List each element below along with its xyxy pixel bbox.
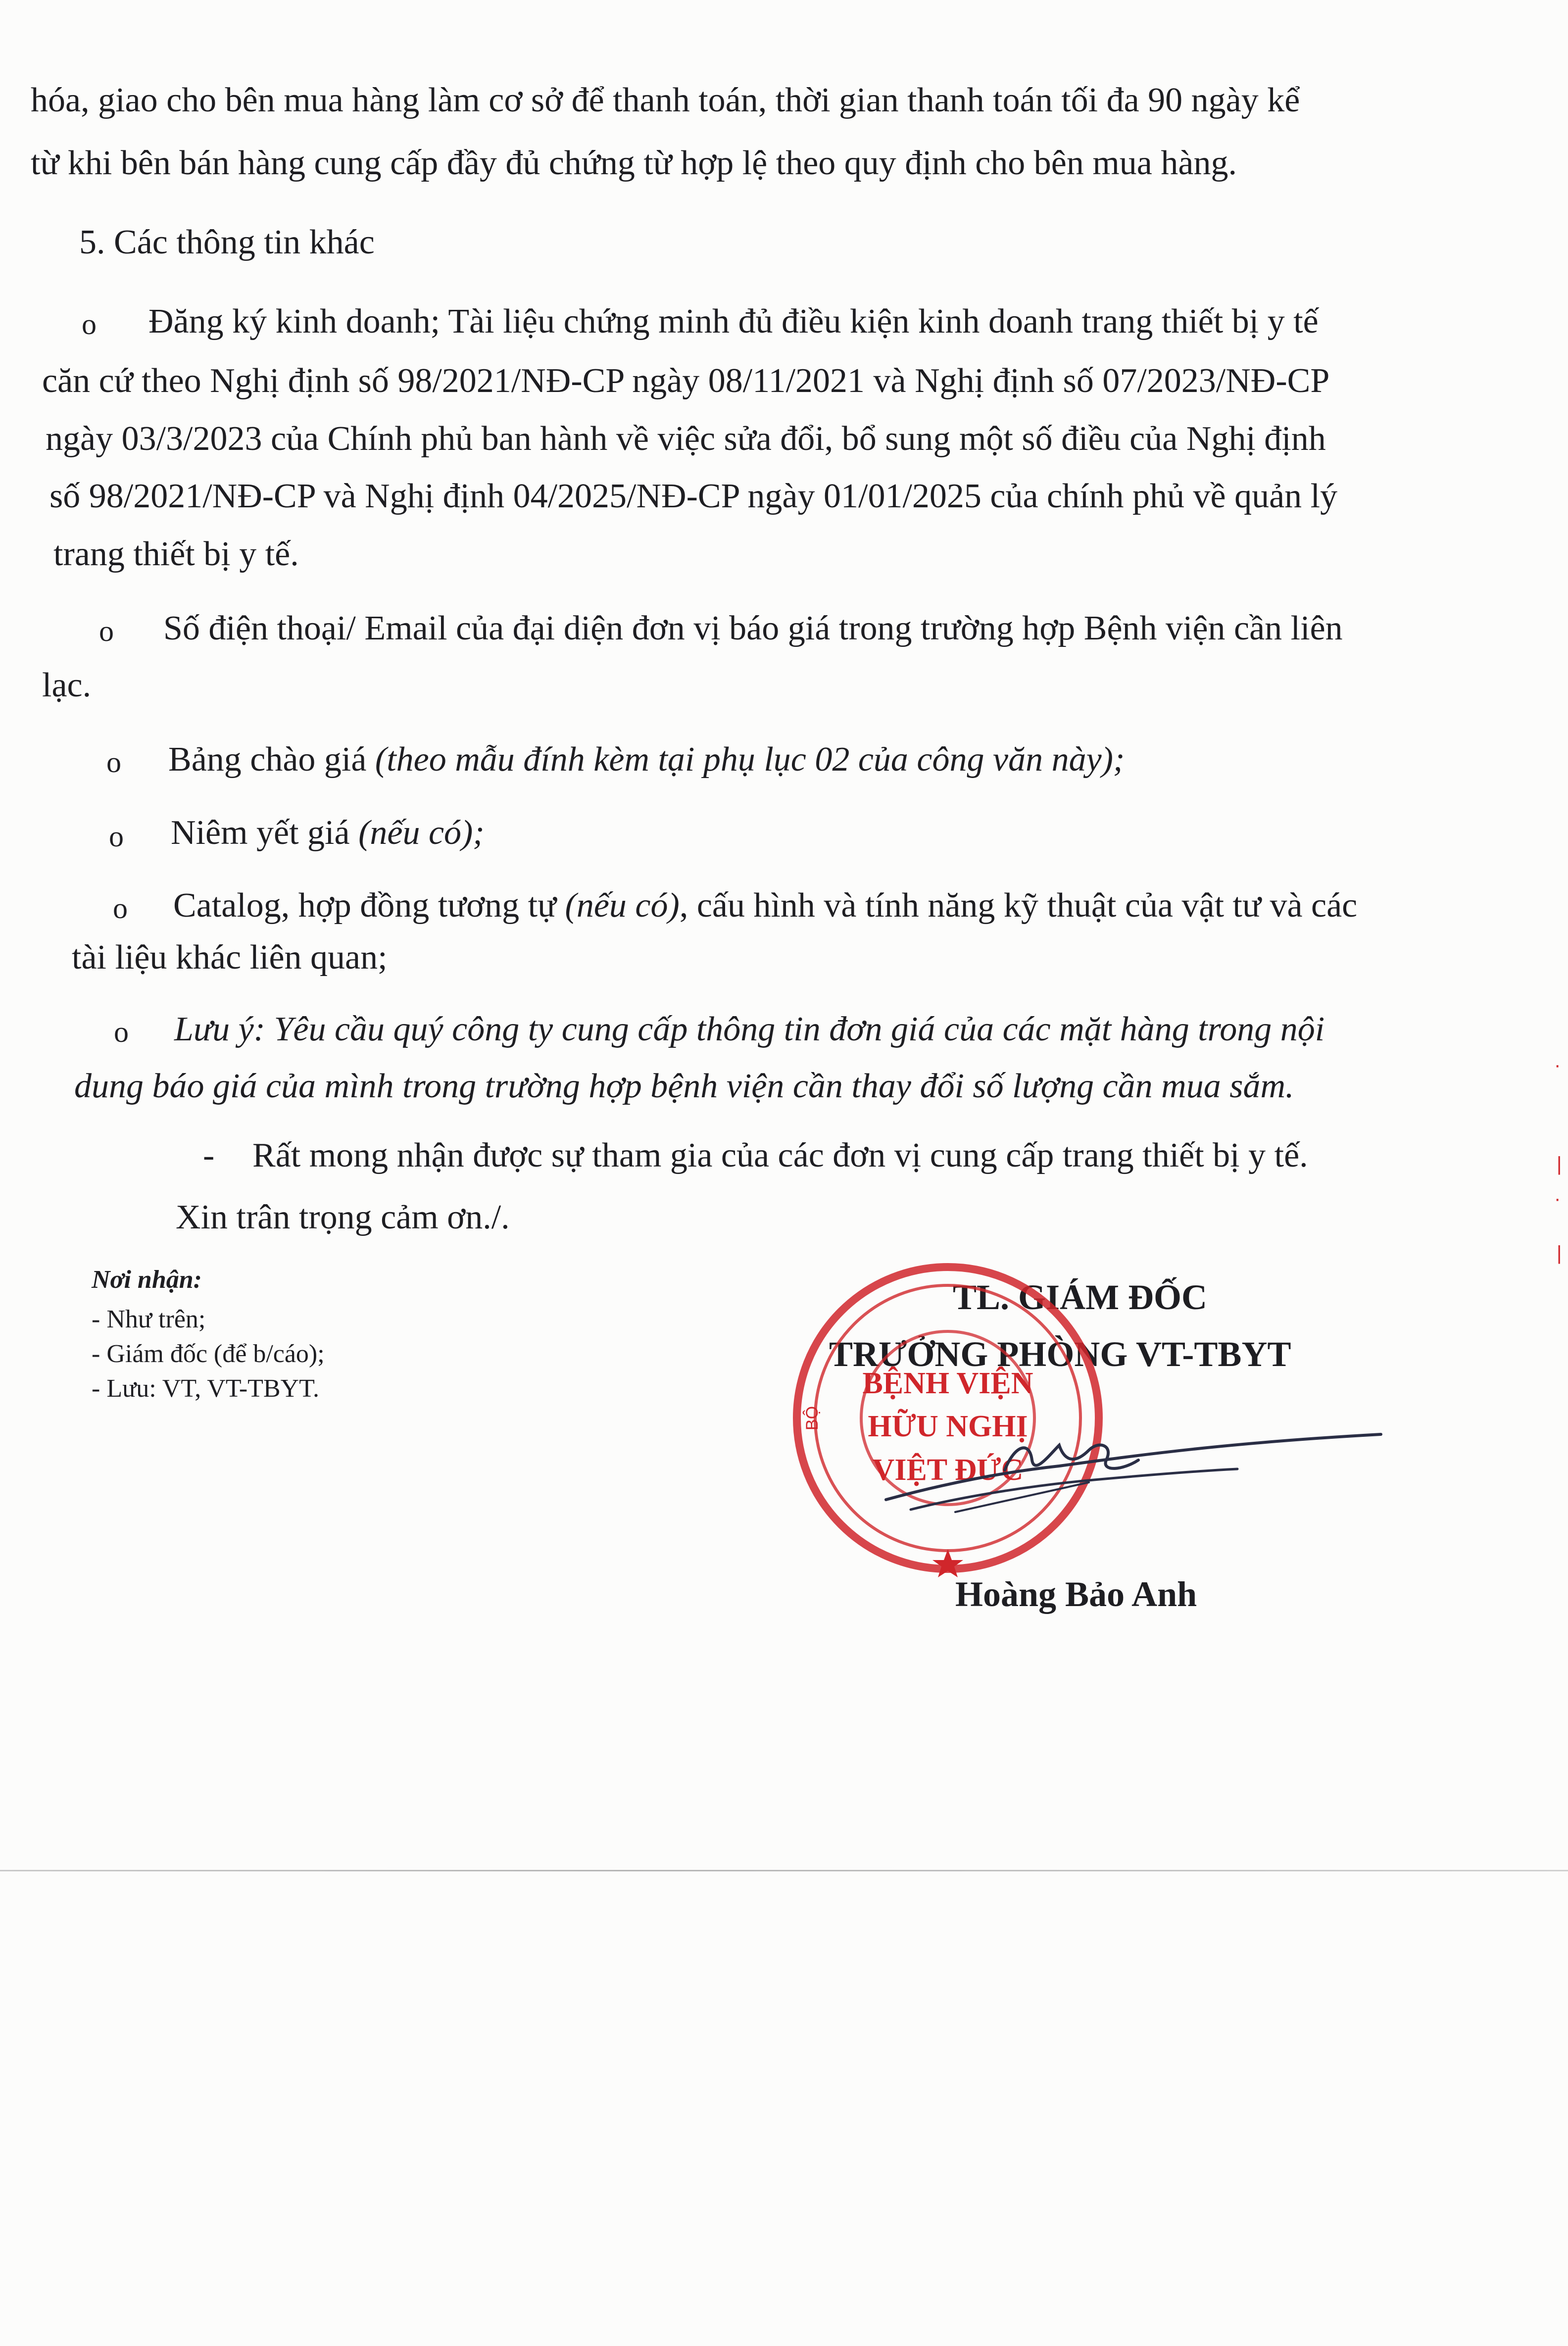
item-2-line-2: lạc.: [42, 666, 92, 704]
item-5-text-a: Catalog, hợp đồng tương tự: [173, 886, 565, 925]
margin-mark-1: ·: [1554, 1054, 1561, 1076]
margin-mark-4: |: [1557, 1242, 1562, 1264]
item-2-line-1: Số điện thoại/ Email của đại diện đơn vị báo giá trong trường hợp Bệnh viện cần liên: [163, 609, 1343, 647]
stamp-text-2: HỮU NGHỊ: [868, 1410, 1028, 1443]
recipient-1: - Như trên;: [92, 1305, 206, 1333]
recipient-2: - Giám đốc (để b/cáo);: [92, 1340, 325, 1368]
stamp-text-3: VIỆT ĐỨC: [872, 1453, 1024, 1487]
handwritten-signature: [881, 1425, 1386, 1524]
bullet-4: o: [109, 820, 124, 853]
body-line-1: hóa, giao cho bên mua hàng làm cơ sở để thanh toán, thời gian thanh toán tối đa 90 ngày kể: [31, 81, 1300, 119]
item-4-text: Niêm yết giá: [171, 814, 359, 852]
page-fold-line: [0, 1870, 1568, 1871]
signer-title-2: TRƯỞNG PHÒNG VT-TBYT: [829, 1334, 1291, 1374]
signer-name: Hoàng Bảo Anh: [955, 1574, 1197, 1614]
recipient-3: - Lưu: VT, VT-TBYT.: [92, 1374, 320, 1403]
margin-mark-2: |: [1557, 1153, 1562, 1175]
recipients-heading: Nơi nhận:: [92, 1266, 202, 1294]
stamp-text-1: BỆNH VIỆN: [862, 1367, 1033, 1400]
bullet-5: o: [113, 892, 128, 925]
bullet-3: o: [106, 746, 121, 779]
note-line-1: Lưu ý: Yêu cầu quý công ty cung cấp thông tin đơn giá của các mặt hàng trong nội: [174, 1010, 1325, 1048]
bullet-6: o: [114, 1016, 129, 1048]
stamp-star-icon: [932, 1549, 963, 1577]
body-line-2: từ khi bên bán hàng cung cấp đầy đủ chứng từ hợp lệ theo quy định cho bên mua hàng.: [31, 144, 1237, 182]
stamp-side-text: BỘ: [803, 1406, 822, 1430]
item-3-line: [168, 742, 1125, 777]
item-5-line-1: [173, 888, 1357, 923]
signer-title-1: TL. GIÁM ĐỐC: [953, 1277, 1208, 1317]
item-5-text-c: , cấu hình và tính năng kỹ thuật của vật tư và các: [679, 886, 1358, 925]
item-1-line-5: trang thiết bị y tế.: [53, 535, 299, 573]
item-1-line-2: căn cứ theo Nghị định số 98/2021/NĐ-CP ngày 08/11/2021 và Nghị định số 07/2023/NĐ-CP: [42, 362, 1330, 400]
item-1-line-1: Đăng ký kinh doanh; Tài liệu chứng minh đủ điều kiện kinh doanh trang thiết bị y tế: [148, 302, 1319, 341]
hospital-stamp: [787, 1257, 1109, 1579]
item-1-line-3: ngày 03/3/2023 của Chính phủ ban hành về việc sửa đổi, bổ sung một số điều của Nghị định: [46, 420, 1326, 458]
bullet-1: o: [82, 308, 97, 341]
item-3-text: Bảng chào giá: [168, 740, 375, 779]
item-5-italic: (nếu có): [565, 886, 680, 925]
item-4-line: [171, 816, 485, 850]
margin-mark-3: ·: [1554, 1188, 1561, 1210]
item-3-italic: (theo mẫu đính kèm tại phụ lục 02 của công văn này);: [375, 740, 1125, 779]
section-heading-5: 5. Các thông tin khác: [79, 223, 375, 261]
item-5-line-2: tài liệu khác liên quan;: [72, 938, 388, 977]
bullet-2: o: [99, 615, 114, 647]
closing-line: Xin trân trọng cảm ơn./.: [176, 1198, 510, 1236]
dash-marker: -: [203, 1136, 215, 1174]
item-4-italic: (nếu có);: [358, 814, 485, 852]
item-1-line-4: số 98/2021/NĐ-CP và Nghị định 04/2025/NĐ-CP ngày 01/01/2025 của chính phủ về quản lý: [49, 477, 1338, 515]
dash-item-line: Rất mong nhận được sự tham gia của các đơn vị cung cấp trang thiết bị y tế.: [252, 1136, 1308, 1174]
note-line-2: dung báo giá của mình trong trường hợp bệnh viện cần thay đổi số lượng cần mua sắm.: [74, 1067, 1294, 1105]
